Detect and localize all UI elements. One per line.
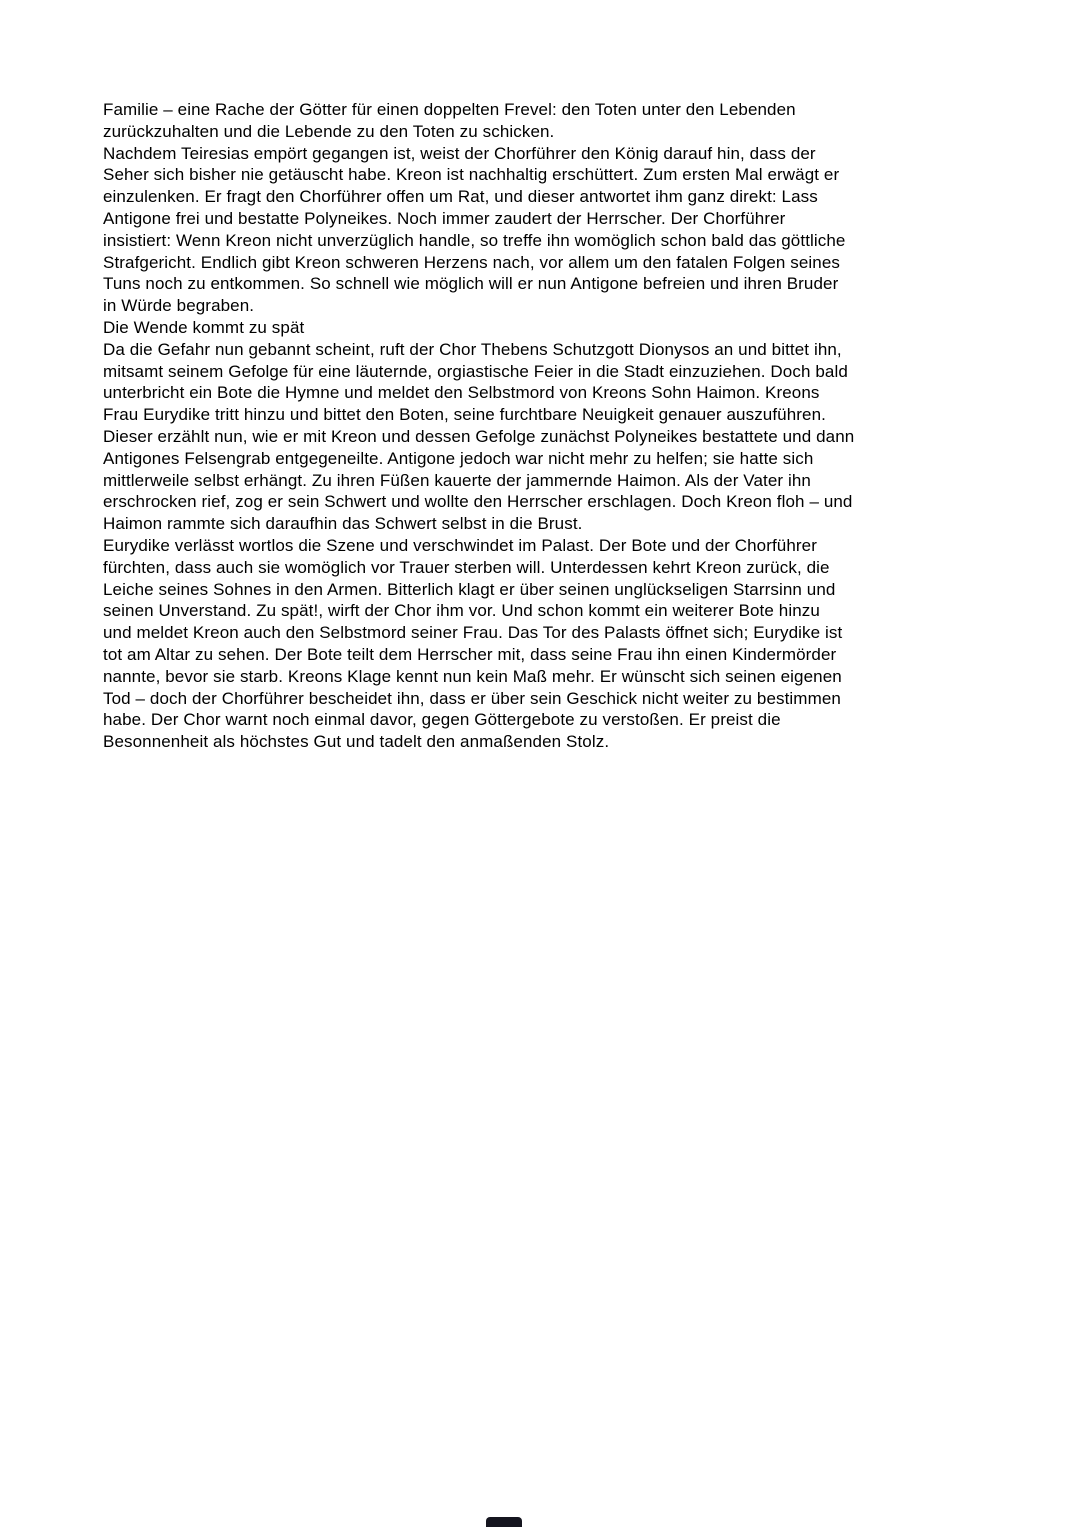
text-line: Eurydike verlässt wortlos die Szene und verschwindet im Palast. Der Bote und der Chorführer <box>103 535 817 555</box>
text-line: fürchten, dass auch sie womöglich vor Trauer sterben will. Unterdessen kehrt Kreon zurück, die <box>103 557 830 577</box>
text-line: in Würde begraben. <box>103 296 255 316</box>
text-line: habe. Der Chor warnt noch einmal davor, gegen Göttergebote zu verstoßen. Er preist die <box>103 710 781 730</box>
text-line: unterbricht ein Bote die Hymne und meldet den Selbstmord von Kreons Sohn Haimon. Kreons <box>103 383 820 403</box>
text-line: zurückzuhalten und die Lebende zu den Toten zu schicken. <box>103 121 555 141</box>
text-line: Antigones Felsengrab entgegeneilte. Antigone jedoch war nicht mehr zu helfen; sie hatte sich <box>103 448 814 468</box>
text-line: Antigone frei und bestatte Polyneikes. Noch immer zaudert der Herrscher. Der Chorführer <box>103 208 786 228</box>
text-line: tot am Altar zu sehen. Der Bote teilt dem Herrscher mit, dass seine Frau ihn einen Kindermörder <box>103 644 837 664</box>
text-line: insistiert: Wenn Kreon nicht unverzüglich handle, so treffe ihn womöglich schon bald das göttliche <box>103 230 846 250</box>
text-line: nannte, bevor sie starb. Kreons Klage kennt nun kein Maß mehr. Er wünscht sich seinen eigenen <box>103 666 842 686</box>
text-line: Frau Eurydike tritt hinzu und bittet den Boten, seine furchtbare Neuigkeit genauer auszuführen. <box>103 405 826 425</box>
text-line: Tuns noch zu entkommen. So schnell wie möglich will er nun Antigone befreien und ihren Bruder <box>103 274 839 294</box>
text-line: Seher sich bisher nie getäuscht habe. Kreon ist nachhaltig erschüttert. Zum ersten Mal erwägt er <box>103 165 840 185</box>
text-line: mittlerweile selbst erhängt. Zu ihren Füßen kauerte der jammernde Haimon. Als der Vater ihn <box>103 470 811 490</box>
text-line: erschrocken rief, zog er sein Schwert und wollte den Herrscher erschlagen. Doch Kreon floh – und <box>103 492 853 512</box>
document-text-block <box>103 99 1013 753</box>
text-line: Dieser erzählt nun, wie er mit Kreon und dessen Gefolge zunächst Polyneikes bestattete und dann <box>103 426 855 446</box>
text-line: einzulenken. Er fragt den Chorführer offen um Rat, und dieser antwortet ihm ganz direkt: Lass <box>103 187 818 207</box>
text-line: Familie – eine Rache der Götter für einen doppelten Frevel: den Toten unter den Lebenden <box>103 100 796 119</box>
text-line: mitsamt seinem Gefolge für eine läuternde, orgiastische Feier in die Stadt einzuziehen. Doch bald <box>103 361 848 381</box>
text-line: Besonnenheit als höchstes Gut und tadelt den anmaßenden Stolz. <box>103 732 610 752</box>
page-bottom-mark <box>486 1517 522 1527</box>
text-line: Haimon rammte sich daraufhin das Schwert selbst in die Brust. <box>103 514 583 534</box>
text-line: Die Wende kommt zu spät <box>103 317 305 337</box>
text-line: Strafgericht. Endlich gibt Kreon schweren Herzens nach, vor allem um den fatalen Folgen seines <box>103 252 841 272</box>
text-line: und meldet Kreon auch den Selbstmord seiner Frau. Das Tor des Palasts öffnet sich; Eurydike ist <box>103 623 843 643</box>
text-line: Leiche seines Sohnes in den Armen. Bitterlich klagt er über seinen unglückseligen Starrsinn und <box>103 579 836 599</box>
text-line: Tod – doch der Chorführer bescheidet ihn, dass er über sein Geschick nicht weiter zu bestimmen <box>103 688 841 708</box>
text-line: Nachdem Teiresias empört gegangen ist, weist der Chorführer den König darauf hin, dass der <box>103 143 816 163</box>
text-line: seinen Unverstand. Zu spät!, wirft der Chor ihm vor. Und schon kommt ein weiterer Bote hinzu <box>103 601 820 621</box>
text-line: Da die Gefahr nun gebannt scheint, ruft der Chor Thebens Schutzgott Dionysos an und bittet ihn, <box>103 339 842 359</box>
